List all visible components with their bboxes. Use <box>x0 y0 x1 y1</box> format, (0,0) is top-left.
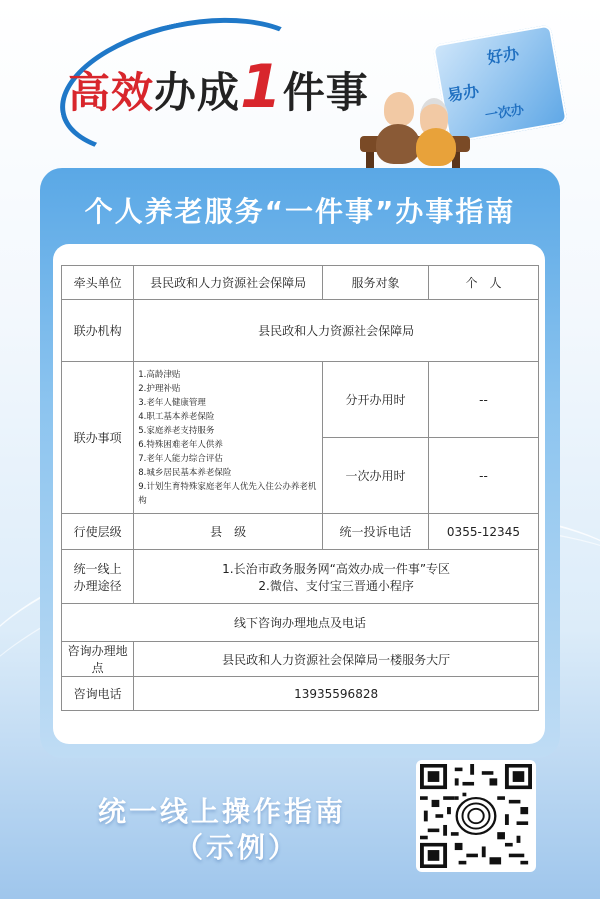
joint-item: 7.老年人能力综合评估 <box>138 453 223 464</box>
joint-item: 5.家庭养老支持服务 <box>138 425 215 436</box>
lead-unit-label: 牵头单位 <box>62 266 134 300</box>
cube-label: 一次办 <box>484 102 526 124</box>
online-route-value <box>134 550 539 604</box>
joint-item: 9.计划生育特殊家庭老年人优先入住公办养老机构 <box>138 481 317 506</box>
online-route-line: 2.微信、支付宝三晋通小程序 <box>258 578 414 593</box>
logo-char: 办成 <box>154 68 241 117</box>
lead-unit-value: 县民政和人力资源社会保障局 <box>134 266 323 300</box>
joint-item: 4.职工基本养老保险 <box>138 411 215 422</box>
qr-code-icon <box>420 764 532 868</box>
once-time-label: 一次办用时 <box>323 438 429 514</box>
logo-one: 1 <box>240 52 283 122</box>
joint-items-list <box>134 362 323 514</box>
logo-char: 件事 <box>282 68 369 117</box>
complaint-value: 0355-12345 <box>428 514 538 550</box>
cube-label: 易办 <box>445 80 481 106</box>
joint-item: 3.老年人健康管理 <box>138 397 206 408</box>
guide-table <box>61 265 539 711</box>
service-target-value: 个 人 <box>428 266 538 300</box>
level-value: 县 级 <box>134 514 323 550</box>
joint-item: 2.护理补贴 <box>138 383 181 394</box>
online-route-label <box>62 550 134 604</box>
joint-agency-label: 联办机构 <box>62 300 134 362</box>
address-label: 咨询办理地点 <box>62 642 134 677</box>
grandma-body-icon <box>416 128 456 166</box>
once-time-value: -- <box>428 438 538 514</box>
grandpa-body-icon <box>376 124 420 164</box>
online-label-line: 办理途径 <box>73 578 122 593</box>
footer-subtitle: （示例） <box>175 831 300 864</box>
online-label-line: 统一线上 <box>73 561 122 576</box>
joint-item: 1.高龄津贴 <box>138 369 181 380</box>
complaint-label: 统一投诉电话 <box>323 514 429 550</box>
joint-item: 8.城乡居民基本养老保险 <box>138 467 232 478</box>
level-label: 行使层级 <box>62 514 134 550</box>
qr-code[interactable] <box>416 760 536 872</box>
grandpa-head-icon <box>384 92 414 126</box>
service-target-label: 服务对象 <box>323 266 429 300</box>
joint-item: 6.特殊困难老年人供养 <box>138 439 223 450</box>
footer-title: 统一线上操作指南 <box>98 795 347 828</box>
offline-header: 线下咨询办理地点及电话 <box>62 604 539 642</box>
logo-title <box>68 52 369 122</box>
online-route-line: 1.长治市政务服务网“高效办成一件事”专区 <box>222 561 451 576</box>
logo-char: 高 <box>68 68 112 117</box>
separate-time-label: 分开办用时 <box>323 362 429 438</box>
phone-label: 咨询电话 <box>62 677 134 711</box>
panel-title: 个人养老服务“一件事”办事指南 <box>84 195 516 228</box>
logo-char: 效 <box>111 68 155 117</box>
address-value: 县民政和人力资源社会保障局一楼服务大厅 <box>134 642 539 677</box>
separate-time-value: -- <box>428 362 538 438</box>
phone-value: 13935596828 <box>134 677 539 711</box>
joint-items-label: 联办事项 <box>62 362 134 514</box>
cube-label: 好办 <box>485 43 521 68</box>
joint-agency-value: 县民政和人力资源社会保障局 <box>134 300 539 362</box>
service-cube-icon <box>432 24 568 143</box>
